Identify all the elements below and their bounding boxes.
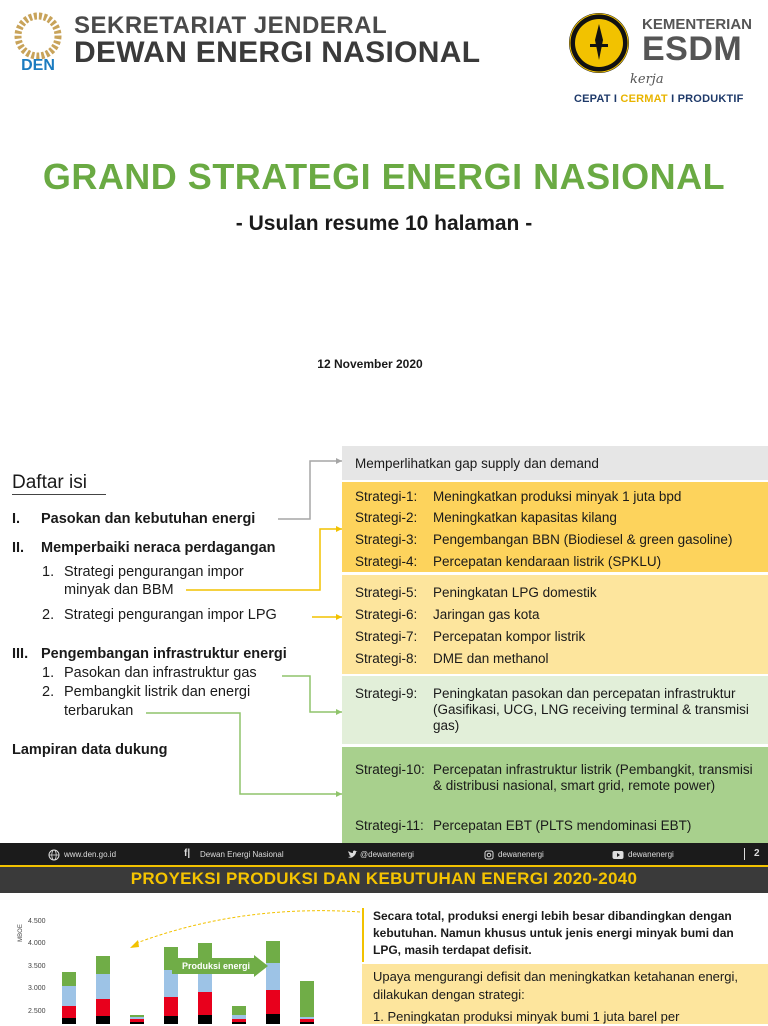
text-accent-line <box>362 908 364 962</box>
chart-bar-segment <box>62 972 76 986</box>
chart-y-tick: 3.500 <box>28 962 46 970</box>
strategy-label: Strategi-6: <box>355 607 418 622</box>
toc-sub-num: 1. <box>42 665 55 681</box>
toc-item-3-2b[interactable]: terbarukan <box>64 703 134 719</box>
toc-num-3: III. <box>12 646 29 662</box>
den-subtitle: SEKRETARIAT JENDERAL <box>74 12 388 39</box>
toc-num-2: II. <box>12 540 25 556</box>
chart-y-tick: 3.000 <box>28 985 46 993</box>
chart-bar-segment <box>266 963 280 990</box>
strategy-label: Strategi-2: <box>355 510 418 525</box>
strategy-desc: Jaringan gas kota <box>433 607 540 622</box>
toc-item-3-1[interactable]: Pasokan dan infrastruktur gas <box>64 665 257 681</box>
chart-bar-segment <box>300 981 314 1017</box>
toc-sub-num: 2. <box>42 684 55 700</box>
strategy-desc: Meningkatkan kapasitas kilang <box>433 510 617 525</box>
toc-section-3[interactable]: Pengembangan infrastruktur energi <box>41 646 287 662</box>
summary-text: Secara total, produksi energi lebih besar dibandingkan dengan kebutuhan. Namun khusus untuk jenis energi minyak bumi dan LPG, masih terdapat defisit. <box>373 909 734 957</box>
strategy-desc: Pengembangan BBN (Biodiesel & green gasoline) <box>433 532 733 547</box>
youtube-icon <box>612 850 624 860</box>
den-logo-text: DEN <box>21 57 55 72</box>
esdm-top-text: KEMENTERIAN <box>642 16 753 33</box>
den-logo <box>10 12 66 72</box>
chart-bar-segment <box>164 997 178 1016</box>
toc-item-2-1b[interactable]: minyak dan BBM <box>64 582 174 598</box>
strategy-label: Strategi-9: <box>355 686 418 701</box>
chart-bar-segment <box>300 1017 314 1019</box>
chart-y-tick: 2.500 <box>28 1007 46 1015</box>
toc-divider <box>12 494 106 495</box>
chart-bar-segment <box>96 999 110 1016</box>
chart-y-tick: 4.500 <box>28 917 46 925</box>
chart-bar-segment <box>96 956 110 974</box>
kerja-text: kerja <box>630 72 664 87</box>
chart-bar-segment <box>164 1016 178 1024</box>
production-arrow-label: Produksi energi <box>182 961 251 971</box>
strategy-label: Strategi-5: <box>355 585 418 600</box>
toc-sub-num: 1. <box>42 564 55 580</box>
chart-bar-segment <box>198 992 212 1014</box>
motto <box>574 93 744 105</box>
chart-y-tick: 4.000 <box>28 940 46 948</box>
page-number: 2 <box>754 848 760 859</box>
strategy-desc: DME dan methanol <box>433 651 549 666</box>
strategy-label: Strategi-1: <box>355 489 418 504</box>
slide2-title: PROYEKSI PRODUKSI DAN KEBUTUHAN ENERGI 2020-2040 <box>130 869 638 888</box>
chart-y-axis-title: MBOE <box>17 924 24 942</box>
toc-section-1[interactable]: Pasokan dan kebutuhan energi <box>41 511 256 527</box>
date: 12 November 2020 <box>317 357 423 371</box>
page-title: GRAND STRATEGI ENERGI NASIONAL <box>42 156 726 197</box>
footer-instagram-link[interactable]: dewanenergi <box>498 850 544 859</box>
chart-bar-segment <box>62 1018 76 1024</box>
toc-item-2-2[interactable]: Strategi pengurangan impor LPG <box>64 607 277 623</box>
footer-twitter-link[interactable]: @dewanenergi <box>360 850 414 859</box>
curved-arrow <box>120 904 370 954</box>
toc-item-3-2a[interactable]: Pembangkit listrik dan energi <box>64 684 251 700</box>
chart-bar-segment <box>130 1019 144 1021</box>
chart-bar-segment <box>130 1015 144 1017</box>
globe-icon <box>48 849 60 861</box>
chart-bar-segment <box>266 1014 280 1024</box>
page-subtitle: - Usulan resume 10 halaman - <box>235 212 533 235</box>
chart-bar-segment <box>300 1019 314 1021</box>
motto-left: CEPAT I <box>574 93 621 105</box>
strategy-desc: Peningkatan LPG domestik <box>433 585 597 600</box>
toc-item-2-1a[interactable]: Strategi pengurangan impor <box>64 564 244 580</box>
toc-heading: Daftar isi <box>12 472 87 493</box>
chart-bar-segment <box>232 1015 246 1020</box>
chart-bar-segment <box>266 990 280 1013</box>
strategy-label: Strategi-7: <box>355 629 418 644</box>
chart-bar-segment <box>96 974 110 999</box>
page-divider <box>744 848 745 860</box>
esdm-main-text: ESDM <box>642 30 743 68</box>
chart-bar-segment <box>62 1006 76 1018</box>
strategy-label: Strategi-4: <box>355 554 418 569</box>
strategy-intro-text: Upaya mengurangi defisit dan meningkatkan ketahanan energi, dilakukan dengan strategi: <box>373 969 738 1002</box>
chart-bar-segment <box>232 1006 246 1015</box>
gap-text: Memperlihatkan gap supply dan demand <box>355 456 599 471</box>
chart-bar-segment <box>130 1017 144 1019</box>
footer-youtube-link[interactable]: dewanenergi <box>628 850 674 859</box>
toc-num-1: I. <box>12 511 21 527</box>
chart-bar-segment <box>62 986 76 1006</box>
strategy-desc: Percepatan EBT (PLTS mendominasi EBT) <box>433 818 692 833</box>
strategy-label: Strategi-10: <box>355 762 425 777</box>
strategy-item-1: 1. Peningkatan produksi minyak bumi 1 juta barel per <box>373 1009 680 1024</box>
footer-website-link[interactable]: www.den.go.id <box>64 850 117 859</box>
strategy-desc: Percepatan kendaraan listrik (SPKLU) <box>433 554 662 569</box>
chart-bar-segment <box>232 1019 246 1021</box>
strategy-desc: Peningkatan pasokan dan percepatan infrastruktur (Gasifikasi, UCG, LNG receiving terminal & transmisi gas) <box>433 686 749 733</box>
toc-appendix[interactable]: Lampiran data dukung <box>12 742 168 758</box>
esdm-emblem-icon <box>566 10 632 76</box>
toc-sub-num: 2. <box>42 607 55 623</box>
footer-facebook-link[interactable]: Dewan Energi Nasional <box>200 850 284 859</box>
twitter-icon <box>347 850 358 860</box>
strategy-label: Strategi-3: <box>355 532 418 547</box>
motto-mid: CERMAT <box>620 93 668 105</box>
motto-right: I PRODUKTIF <box>667 93 744 105</box>
den-title: DEWAN ENERGI NASIONAL <box>74 36 481 69</box>
strategy-label: Strategi-11: <box>355 818 424 833</box>
strategy-label: Strategi-8: <box>355 651 418 666</box>
strategy-desc: Percepatan kompor listrik <box>433 629 586 644</box>
strategy-desc: Percepatan infrastruktur listrik (Pembangkit, transmisi & distribusi nasional, smart grid, remote power) <box>433 762 753 793</box>
toc-section-2[interactable]: Memperbaiki neraca perdagangan <box>41 540 276 556</box>
instagram-icon <box>484 850 494 860</box>
chart-bar-segment <box>198 1015 212 1024</box>
chart-bar-segment <box>96 1016 110 1024</box>
strategy-desc: Meningkatkan produksi minyak 1 juta bpd <box>433 489 682 504</box>
facebook-icon: f| <box>184 848 191 859</box>
